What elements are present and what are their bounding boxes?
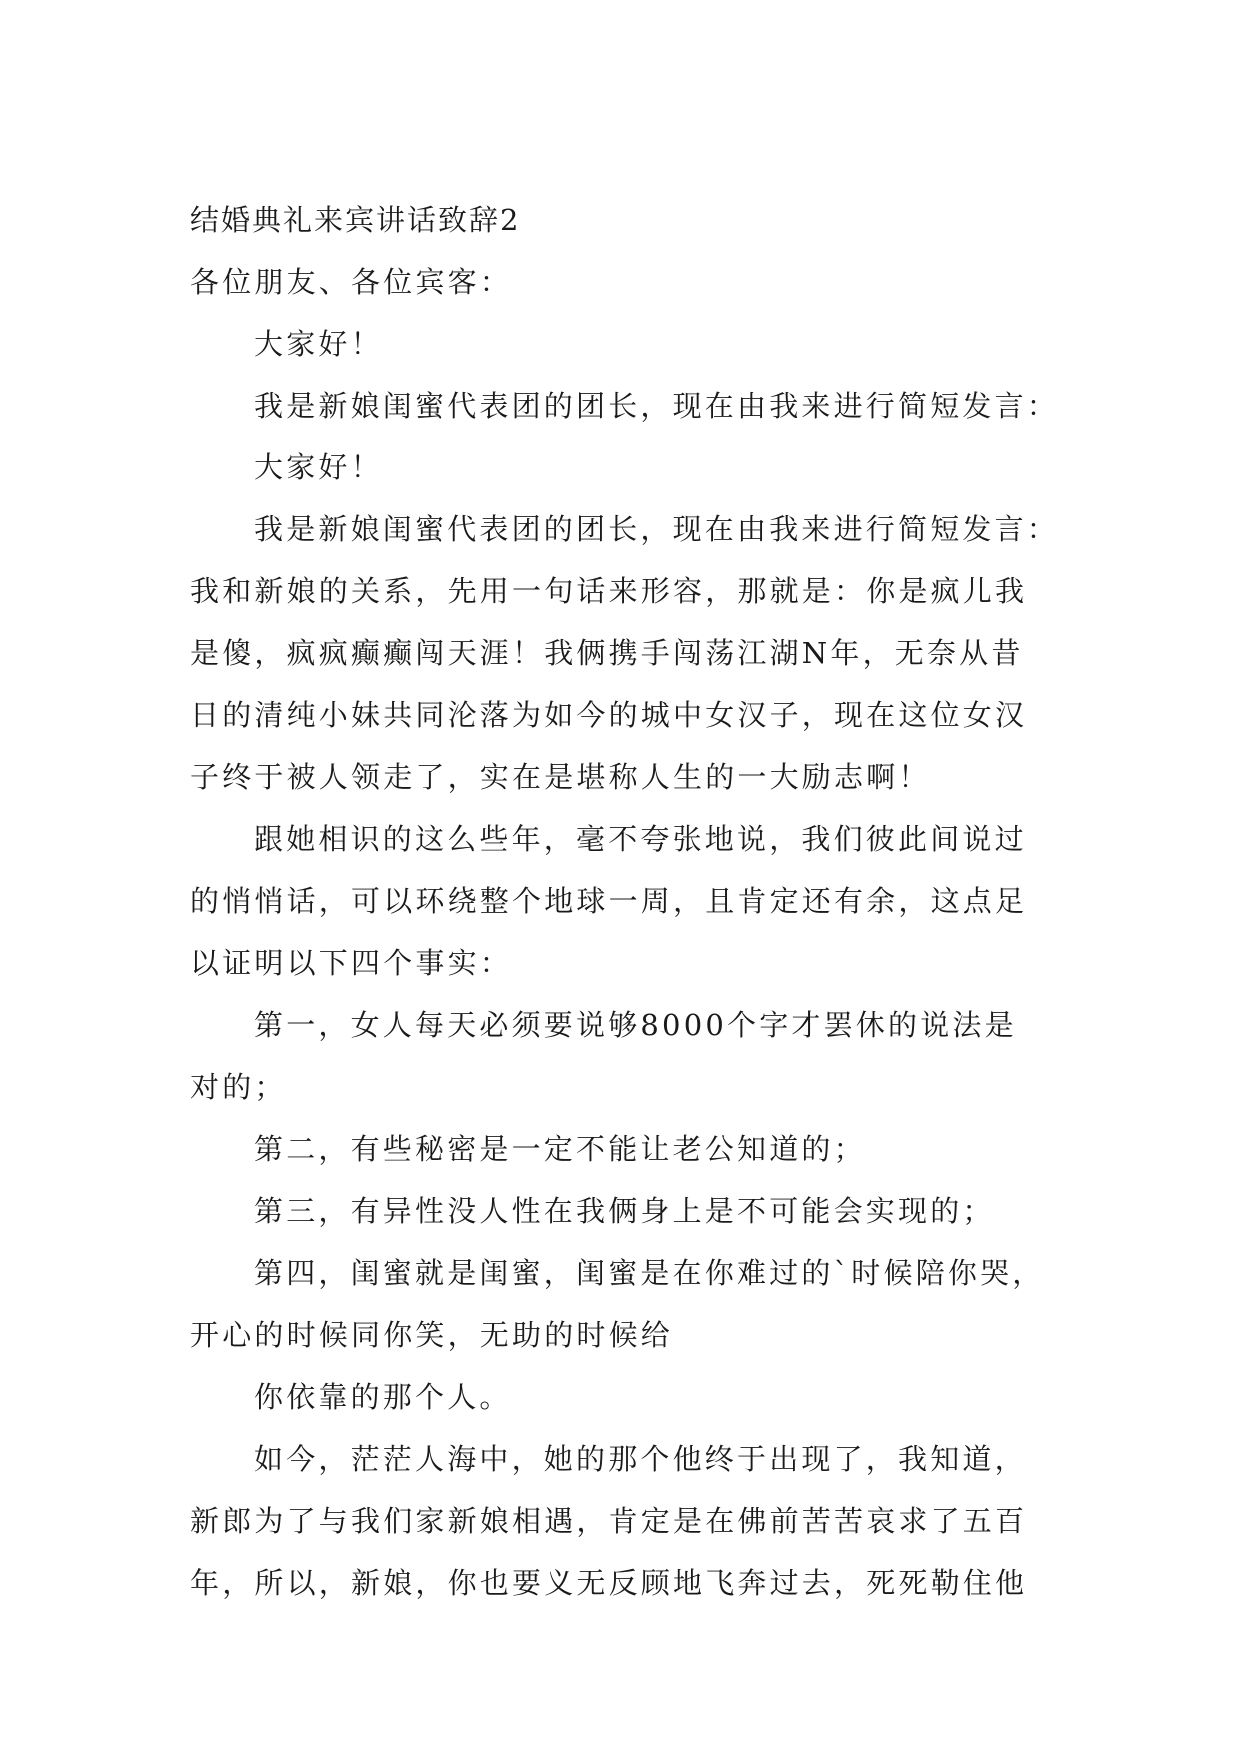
paragraph-line: 如今，茫茫人海中，她的那个他终于出现了，我知道， bbox=[254, 1442, 1027, 1476]
paragraph-line: 第四，闺蜜就是闺蜜，闺蜜是在你难过的`时候陪你哭， bbox=[254, 1256, 1045, 1290]
paragraph-line: 开心的时候同你笑，无助的时候给 bbox=[190, 1318, 674, 1352]
paragraph-line: 跟她相识的这么些年，毫不夸张地说，我们彼此间说过 bbox=[254, 822, 1027, 856]
paragraph-line: 以证明以下四个事实： bbox=[190, 946, 513, 980]
paragraph-line: 你依靠的那个人。 bbox=[254, 1380, 512, 1414]
paragraph-line: 新郎为了与我们家新娘相遇，肯定是在佛前苦苦哀求了五百 bbox=[190, 1504, 1028, 1538]
paragraph-line: 我和新娘的关系，先用一句话来形容，那就是：你是疯儿我 bbox=[190, 574, 1028, 608]
paragraph-line: 年，所以，新娘，你也要义无反顾地飞奔过去，死死勒住他 bbox=[190, 1566, 1028, 1600]
paragraph-line: 大家好！ bbox=[254, 327, 383, 361]
paragraph-line: 对的； bbox=[190, 1070, 287, 1104]
paragraph-line: 第三，有异性没人性在我俩身上是不可能会实现的； bbox=[254, 1194, 995, 1228]
paragraph-line: 是傻，疯疯癫癫闯天涯！我俩携手闯荡江湖N年，无奈从昔 bbox=[190, 636, 1024, 670]
salutation: 各位朋友、各位宾客： bbox=[190, 265, 513, 299]
document-title: 结婚典礼来宾讲话致辞2 bbox=[190, 203, 521, 237]
paragraph-line: 大家好！ bbox=[254, 450, 383, 484]
paragraph-line: 第一，女人每天必须要说够8000个字才罢休的说法是 bbox=[254, 1008, 1017, 1042]
paragraph-line: 我是新娘闺蜜代表团的团长，现在由我来进行简短发言： bbox=[254, 389, 1060, 423]
paragraph-line: 我是新娘闺蜜代表团的团长，现在由我来进行简短发言： bbox=[254, 512, 1060, 546]
paragraph-line: 的悄悄话，可以环绕整个地球一周，且肯定还有余，这点足 bbox=[190, 884, 1028, 918]
paragraph-line: 子终于被人领走了，实在是堪称人生的一大励志啊！ bbox=[190, 760, 931, 794]
paragraph-line: 日的清纯小妹共同沦落为如今的城中女汉子，现在这位女汉 bbox=[190, 698, 1028, 732]
paragraph-line: 第二，有些秘密是一定不能让老公知道的； bbox=[254, 1132, 866, 1166]
